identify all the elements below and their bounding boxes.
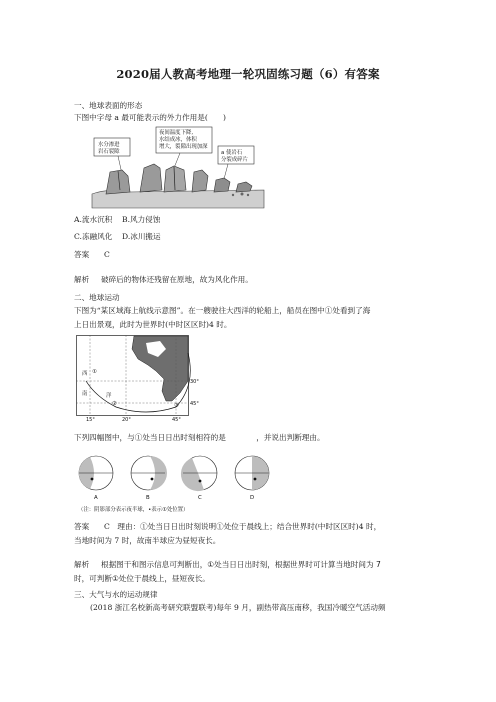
fig-label-left-2: 岩石裂隙 xyxy=(98,149,120,155)
rock-5 xyxy=(214,178,230,192)
diagram-a xyxy=(79,456,113,490)
page-title: 2020届人教高考地理一轮巩固练习题（6）有答案 xyxy=(116,67,380,81)
diagram-b xyxy=(131,456,167,490)
map-mark-1: ① xyxy=(92,369,97,375)
fig-label-left-1: 水分渗进 xyxy=(98,142,120,148)
option-a: A.流水沉积 xyxy=(74,215,113,224)
section2-line-2: 上日出景观，此时为世界时(中时区区时)4 时。 xyxy=(74,320,232,329)
diagram-letter-c: C xyxy=(198,495,202,501)
fig-label-mid-3: 增大，裂隙出现加深 xyxy=(159,144,208,150)
section1-answer-label: 答案 xyxy=(74,250,90,259)
map-label-sea: 洋 xyxy=(106,393,112,399)
option-c: C.冻融风化 xyxy=(74,232,113,241)
lat-label-30: 30° xyxy=(190,379,199,385)
section2-answer-label: 答案 xyxy=(74,522,90,531)
section1-answer: C xyxy=(104,250,110,259)
map-label-west: 西 xyxy=(82,371,88,377)
rock-fragments xyxy=(236,182,252,192)
lon-label-20: 20° xyxy=(122,417,131,421)
lon-label-45: 45° xyxy=(172,417,181,421)
daylight-diagrams xyxy=(74,447,294,517)
section2-line-1: 下图为“某区域海上航线示意图”。在一艘驶往大西洋的轮船上，船员在图中①处看到了海 xyxy=(74,306,371,315)
section1-analysis-label: 解析 xyxy=(74,275,90,284)
section1-analysis: 破碎后的物体还残留在原地，故为风化作用。 xyxy=(101,275,253,284)
fig-label-right-2: 分裂成碎片 xyxy=(221,157,248,163)
fig-label-right-1: a 使岩石 xyxy=(221,150,243,156)
section2-analysis-line-2: 时，可判断①处位于晨线上，昼短夜长。 xyxy=(74,574,210,583)
fig-label-mid-1: 夜间温度下降, xyxy=(159,130,194,136)
map-mark-3: ③ xyxy=(174,403,179,409)
weathering-figure xyxy=(88,124,266,210)
diagram-d xyxy=(235,456,269,490)
section3-line: (2018 浙江名校新高考研究联盟联考)每年 9 月，副热带高压南移，我国冷暖空气活动频 xyxy=(90,603,386,612)
diagram-note: （注：阴影部分表示夜半球，•表示①处位置） xyxy=(78,507,189,513)
diagram-c xyxy=(181,456,217,491)
section3-heading: 三、大气与水的运动规律 xyxy=(74,590,158,599)
diagram-letter-b: B xyxy=(146,495,150,501)
rock-4 xyxy=(192,170,208,192)
section2-question: 下列四幅图中，与①处当日日出时刻相符的是 ，并说出判断理由。 xyxy=(74,433,325,442)
option-b: B.风力侵蚀 xyxy=(122,215,161,224)
section2-heading: 二、地球运动 xyxy=(74,293,120,302)
section2-answer-line-2: 当地时间为 7 时，故南半球应为昼短夜长。 xyxy=(74,536,221,545)
lon-label-15: 15° xyxy=(86,417,95,421)
section2-answer-line-1: C 理由：①处当日日出时刻说明①处位于晨线上；结合世界时(中时区区时)4 时， xyxy=(104,522,382,531)
fig-label-mid-2: 水结成冰，体积 xyxy=(159,137,197,143)
rock-2 xyxy=(140,164,162,192)
section2-analysis-line-1: 根据图干和图示信息可判断出，①处当日日出时刻，根据世界时可计算当地时间为 7 xyxy=(101,560,381,569)
lat-label-45: 45° xyxy=(190,401,199,407)
route-map xyxy=(76,335,204,421)
diagram-letter-d: D xyxy=(250,495,255,501)
map-label-south: 南 xyxy=(82,391,88,397)
map-mark-2: ② xyxy=(112,401,117,407)
diagram-letter-a: A xyxy=(94,495,98,501)
section1-question: 下图中字母 a 最可能表示的外力作用是( ) xyxy=(74,113,226,122)
section2-analysis-label: 解析 xyxy=(74,560,90,569)
option-d: D.冰川搬运 xyxy=(122,232,161,241)
section1-heading: 一、地球表面的形态 xyxy=(74,101,143,110)
